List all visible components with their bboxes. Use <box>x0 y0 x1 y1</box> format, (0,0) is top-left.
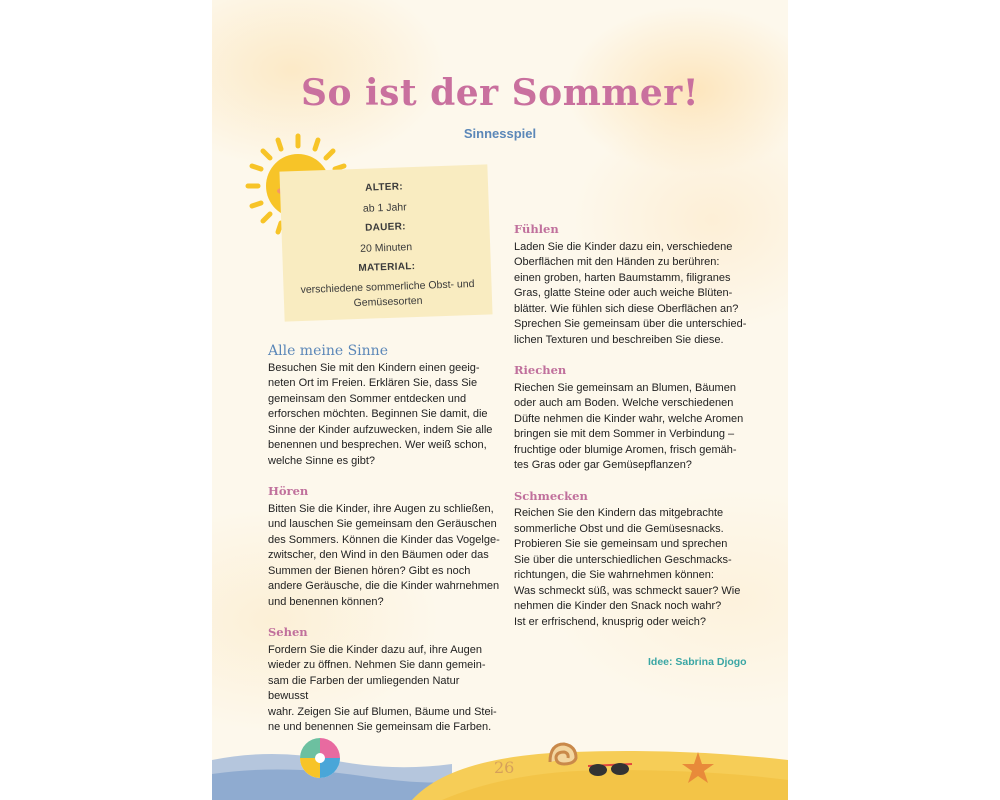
section-text-sehen: Fordern Sie die Kinder dazu auf, ihre Augen wieder zu öffnen. Nehmen Sie dann gemein- sam die Farben der umliegenden Natur bewusst wahr. Zeigen Sie auf Blumen, Bäume und Stei- ne und benennen Sie gemeinsam die Farben. <box>268 643 497 733</box>
right-column <box>514 222 750 645</box>
section-heading-sehen: Sehen <box>268 625 308 639</box>
age-label: ALTER: <box>365 181 404 194</box>
info-card <box>279 164 492 321</box>
section-heading-schmecken: Schmecken <box>514 488 588 503</box>
section-heading-hoeren: Hören <box>268 484 309 498</box>
page-number: 26 <box>494 758 515 777</box>
page-subtitle: Sinnesspiel <box>463 126 537 141</box>
section-heading-intro: Alle meine Sinne <box>268 343 388 359</box>
duration-value: 20 Minuten <box>359 241 413 255</box>
section-text-riechen: Riechen Sie gemeinsam an Blumen, Bäumen oder auch am Boden. Welche verschiedenen Düfte nehmen die Kinder wahr, welche Aromen bringen sie mit dem Sommer in Verbindung – fruchtige oder blumige Aromen, frisch gemäh- tes Gras oder gar Gemüsepflanzen? <box>514 381 744 471</box>
section-text-intro: Besuchen Sie mit den Kindern einen geeig- neten Ort im Freien. Erklären Sie, dass Sie gemeinsam den Sommer entdecken und erforschen möchten. Beginnen Sie damit, die Sinne der Kinder aufzuwecken, indem Sie alle benennen und besprechen. Wer weiß schon, welche Sinne es gibt? <box>268 361 493 467</box>
beach-ball-icon <box>300 738 340 778</box>
section-text-hoeren: Bitten Sie die Kinder, ihre Augen zu schließen, und lauschen Sie gemeinsam den Geräuschen des Sommers. Können die Kinder das Vogelge- zwitscher, den Wind in den Bäumen oder das Summen der Bienen hören? Gibt es noch andere Geräusche, die die Kinder wahrnehmen und benennen können? <box>268 502 500 608</box>
age-value: ab 1 Jahr <box>362 201 407 215</box>
author-credit: Idee: Sabrina Djogo <box>648 656 747 668</box>
section-text-schmecken: Reichen Sie den Kindern das mitgebrachte sommerliche Obst und die Gemüsesnacks. Probieren Sie sie gemeinsam und sprechen Sie über die unterschiedlichen Geschmacks- richtungen, die Sie wahrnehmen können: Was schmeckt süß, was schmeckt sauer? Wie nehmen die Kinder den Snack noch wahr? Ist er erfrischend, knusprig oder weich? <box>514 507 741 628</box>
document-page <box>212 0 788 800</box>
section-text-fuehlen: Laden Sie die Kinder dazu ein, verschiedene Oberflächen mit den Händen zu berühren: einen groben, harten Baumstamm, filigranes Gras, glatte Steine oder auch weiche Blüten- blätter. Wie fühlen sich diese Oberflächen an? Sprechen Sie gemeinsam über die unterschied- lichen Texturen und beschreiben Sie diese. <box>514 240 747 346</box>
shell-icon <box>550 744 576 764</box>
section-heading-fuehlen: Fühlen <box>514 222 559 236</box>
material-value: verschiedene sommerliche Obst- und Gemüsesorten <box>300 277 475 310</box>
section-heading-riechen: Riechen <box>514 363 567 377</box>
duration-label: DAUER: <box>364 221 406 234</box>
material-label: MATERIAL: <box>358 260 416 274</box>
left-column <box>268 344 500 751</box>
page-title: So ist der Sommer! <box>300 72 700 114</box>
